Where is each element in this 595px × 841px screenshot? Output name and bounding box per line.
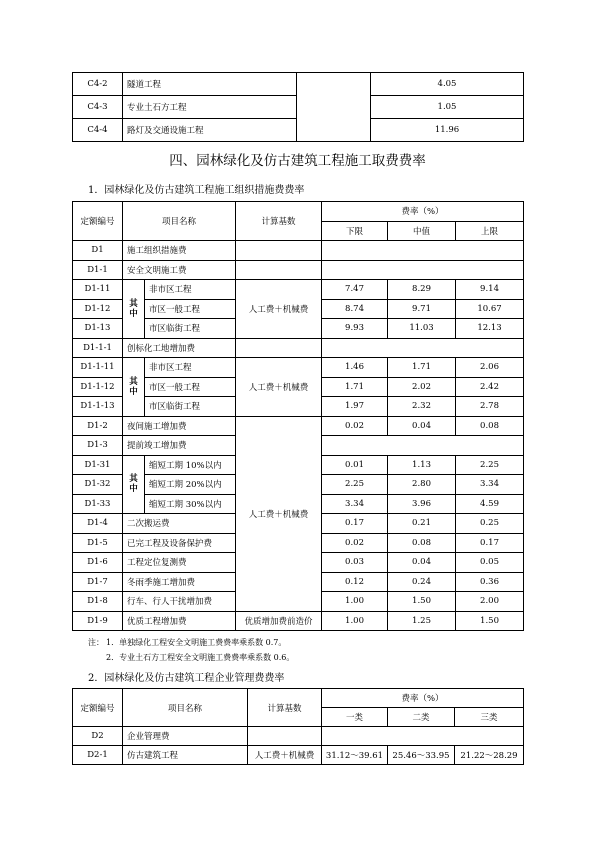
low-cell: 0.02 [322, 533, 388, 553]
high-cell: 2.25 [456, 455, 524, 475]
name-cell: 施工组织措施费 [123, 241, 236, 261]
base-cell: 人工费＋机械费 [236, 416, 322, 611]
header-low: 下限 [322, 221, 388, 241]
rate-cell: 1.05 [371, 96, 524, 119]
low-cell: 1.00 [322, 592, 388, 612]
header-base: 计算基数 [236, 202, 322, 241]
low-cell: 1.46 [322, 358, 388, 378]
name-cell: 非市区工程 [145, 280, 236, 300]
blank-base-cell [297, 73, 371, 142]
name-cell: 提前竣工增加费 [123, 436, 236, 456]
header-class-1: 一类 [322, 708, 388, 727]
header-name: 项目名称 [123, 689, 248, 727]
code-cell: D1-12 [73, 299, 123, 319]
name-cell: 非市区工程 [145, 358, 236, 378]
high-cell: 12.13 [456, 319, 524, 339]
note-1: 1．单独绿化工程安全文明施工费费率乘系数 0.7。 [106, 638, 287, 647]
header-code: 定额编号 [73, 689, 123, 727]
base-cell: 人工费＋机械费 [236, 280, 322, 339]
organization-measures-rate-table [72, 201, 524, 631]
mid-cell: 0.21 [388, 514, 456, 534]
code-cell: D1-3 [73, 436, 123, 456]
code-cell: D1-33 [73, 494, 123, 514]
header-class-3: 三类 [455, 708, 524, 727]
code-cell: D1-7 [73, 572, 123, 592]
name-cell: 行车、行人干扰增加费 [123, 592, 236, 612]
mid-cell: 9.71 [388, 299, 456, 319]
base-cell: 人工费＋机械费 [248, 746, 322, 765]
code-cell: D2-1 [73, 746, 123, 765]
qizhong-char-1: 其 [129, 298, 138, 309]
high-cell: 3.34 [456, 475, 524, 495]
mid-cell: 2.02 [388, 377, 456, 397]
low-cell: 2.25 [322, 475, 388, 495]
base-cell [236, 338, 322, 358]
high-cell: 2.06 [456, 358, 524, 378]
low-cell: 9.93 [322, 319, 388, 339]
low-cell: 1.97 [322, 397, 388, 417]
name-cell: 冬雨季施工增加费 [123, 572, 236, 592]
mid-cell: 11.03 [388, 319, 456, 339]
qizhong-char-2: 中 [129, 308, 138, 319]
qizhong-char-1: 其 [129, 376, 138, 387]
base-cell [236, 260, 322, 280]
name-cell: 企业管理费 [123, 727, 248, 746]
code-cell: D2 [73, 727, 123, 746]
low-cell: 3.34 [322, 494, 388, 514]
table-row [73, 746, 524, 765]
table-row [73, 727, 524, 746]
enterprise-management-rate-table [72, 688, 524, 765]
name-cell: 工程定位复测费 [123, 553, 236, 573]
high-cell: 10.67 [456, 299, 524, 319]
code-cell: D1 [73, 241, 123, 261]
header-class-2: 二类 [388, 708, 455, 727]
code-cell: D1-8 [73, 592, 123, 612]
name-cell: 缩短工期 10%以内 [145, 455, 236, 475]
mid-cell: 0.04 [388, 416, 456, 436]
rate-cell [322, 338, 524, 358]
low-cell: 0.12 [322, 572, 388, 592]
name-cell: 创标化工地增加费 [123, 338, 236, 358]
header-code: 定额编号 [73, 202, 123, 241]
code-cell: D1-1-13 [73, 397, 123, 417]
code-cell: C4-4 [73, 119, 123, 142]
mid-cell: 3.96 [388, 494, 456, 514]
header-mid: 中值 [388, 221, 456, 241]
table-row [73, 611, 524, 631]
base-cell [248, 727, 322, 746]
table-row [73, 241, 524, 261]
name-cell: 缩短工期 30%以内 [145, 494, 236, 514]
low-cell: 0.01 [322, 455, 388, 475]
mid-cell: 0.04 [388, 553, 456, 573]
header-high: 上限 [456, 221, 524, 241]
code-cell: D1-9 [73, 611, 123, 631]
name-cell: 优质工程增加费 [123, 611, 236, 631]
high-cell: 1.50 [456, 611, 524, 631]
qizhong-char-1: 其 [129, 474, 138, 485]
name-cell: 市区一般工程 [145, 299, 236, 319]
mid-cell: 2.32 [388, 397, 456, 417]
code-cell: D1-5 [73, 533, 123, 553]
rate-cell: 11.96 [371, 119, 524, 142]
name-cell: 专业土石方工程 [123, 96, 297, 119]
rate-cell [322, 260, 524, 280]
code-cell: D1-1-12 [73, 377, 123, 397]
rate-cell [322, 727, 524, 746]
table-row [73, 416, 524, 436]
high-cell: 4.59 [456, 494, 524, 514]
base-cell: 优质增加费前造价 [236, 611, 322, 631]
high-cell: 0.17 [456, 533, 524, 553]
low-cell: 8.74 [322, 299, 388, 319]
code-cell: D1-1-1 [73, 338, 123, 358]
high-cell: 0.05 [456, 553, 524, 573]
rate-cell [322, 436, 524, 456]
name-cell: 缩短工期 20%以内 [145, 475, 236, 495]
top-rate-table [72, 72, 524, 142]
header-rate: 费率（%） [322, 689, 524, 708]
high-cell: 0.36 [456, 572, 524, 592]
mid-cell: 1.25 [388, 611, 456, 631]
rate-cell [322, 241, 524, 261]
section-title: 四、园林绿化及仿古建筑工程施工取费费率 [169, 153, 426, 169]
class-2-cell: 25.46～33.95 [388, 746, 455, 765]
qizhong-char-2: 中 [129, 386, 138, 397]
base-cell: 人工费＋机械费 [236, 358, 322, 417]
code-cell: D1-32 [73, 475, 123, 495]
name-cell: 市区临街工程 [145, 319, 236, 339]
note-2: 2．专业土石方工程安全文明施工费费率乘系数 0.6。 [106, 653, 295, 662]
mid-cell: 1.13 [388, 455, 456, 475]
name-cell: 市区临街工程 [145, 397, 236, 417]
table-row [73, 338, 524, 358]
code-cell: C4-2 [73, 73, 123, 96]
high-cell: 2.78 [456, 397, 524, 417]
header-row [73, 202, 524, 222]
code-cell: D1-13 [73, 319, 123, 339]
low-cell: 0.17 [322, 514, 388, 534]
rate-cell: 4.05 [371, 73, 524, 96]
high-cell: 9.14 [456, 280, 524, 300]
qizhong-cell [123, 358, 145, 417]
class-3-cell: 21.22～28.29 [455, 746, 524, 765]
name-cell: 安全文明施工费 [123, 260, 236, 280]
low-cell: 7.47 [322, 280, 388, 300]
name-cell: 隧道工程 [123, 73, 297, 96]
qizhong-cell [123, 280, 145, 339]
base-cell [236, 241, 322, 261]
mid-cell: 2.80 [388, 475, 456, 495]
qizhong-cell [123, 455, 145, 514]
name-cell: 路灯及交通设施工程 [123, 119, 297, 142]
name-cell: 已完工程及设备保护费 [123, 533, 236, 553]
low-cell: 0.03 [322, 553, 388, 573]
high-cell: 0.08 [456, 416, 524, 436]
table-row [73, 358, 524, 378]
table2-title: 2．园林绿化及仿古建筑工程企业管理费费率 [88, 673, 285, 684]
notes-label: 注： [88, 638, 104, 647]
code-cell: C4-3 [73, 96, 123, 119]
header-row [73, 689, 524, 708]
table-row [73, 280, 524, 300]
high-cell: 2.42 [456, 377, 524, 397]
name-cell: 夜间施工增加费 [123, 416, 236, 436]
code-cell: D1-6 [73, 553, 123, 573]
table1-title: 1．园林绿化及仿古建筑工程施工组织措施费费率 [88, 185, 305, 196]
high-cell: 2.00 [456, 592, 524, 612]
class-1-cell: 31.12～39.61 [322, 746, 388, 765]
low-cell: 0.02 [322, 416, 388, 436]
code-cell: D1-31 [73, 455, 123, 475]
header-name: 项目名称 [123, 202, 236, 241]
table-row [73, 260, 524, 280]
mid-cell: 8.29 [388, 280, 456, 300]
qizhong-char-2: 中 [129, 484, 138, 495]
code-cell: D1-11 [73, 280, 123, 300]
name-cell: 仿古建筑工程 [123, 746, 248, 765]
code-cell: D1-1-11 [73, 358, 123, 378]
header-base: 计算基数 [248, 689, 322, 727]
mid-cell: 1.50 [388, 592, 456, 612]
name-cell: 二次搬运费 [123, 514, 236, 534]
table-row [73, 73, 524, 96]
mid-cell: 0.24 [388, 572, 456, 592]
mid-cell: 1.71 [388, 358, 456, 378]
high-cell: 0.25 [456, 514, 524, 534]
mid-cell: 0.08 [388, 533, 456, 553]
low-cell: 1.00 [322, 611, 388, 631]
code-cell: D1-4 [73, 514, 123, 534]
name-cell: 市区一般工程 [145, 377, 236, 397]
code-cell: D1-1 [73, 260, 123, 280]
code-cell: D1-2 [73, 416, 123, 436]
header-rate: 费率（%） [322, 202, 524, 222]
low-cell: 1.71 [322, 377, 388, 397]
